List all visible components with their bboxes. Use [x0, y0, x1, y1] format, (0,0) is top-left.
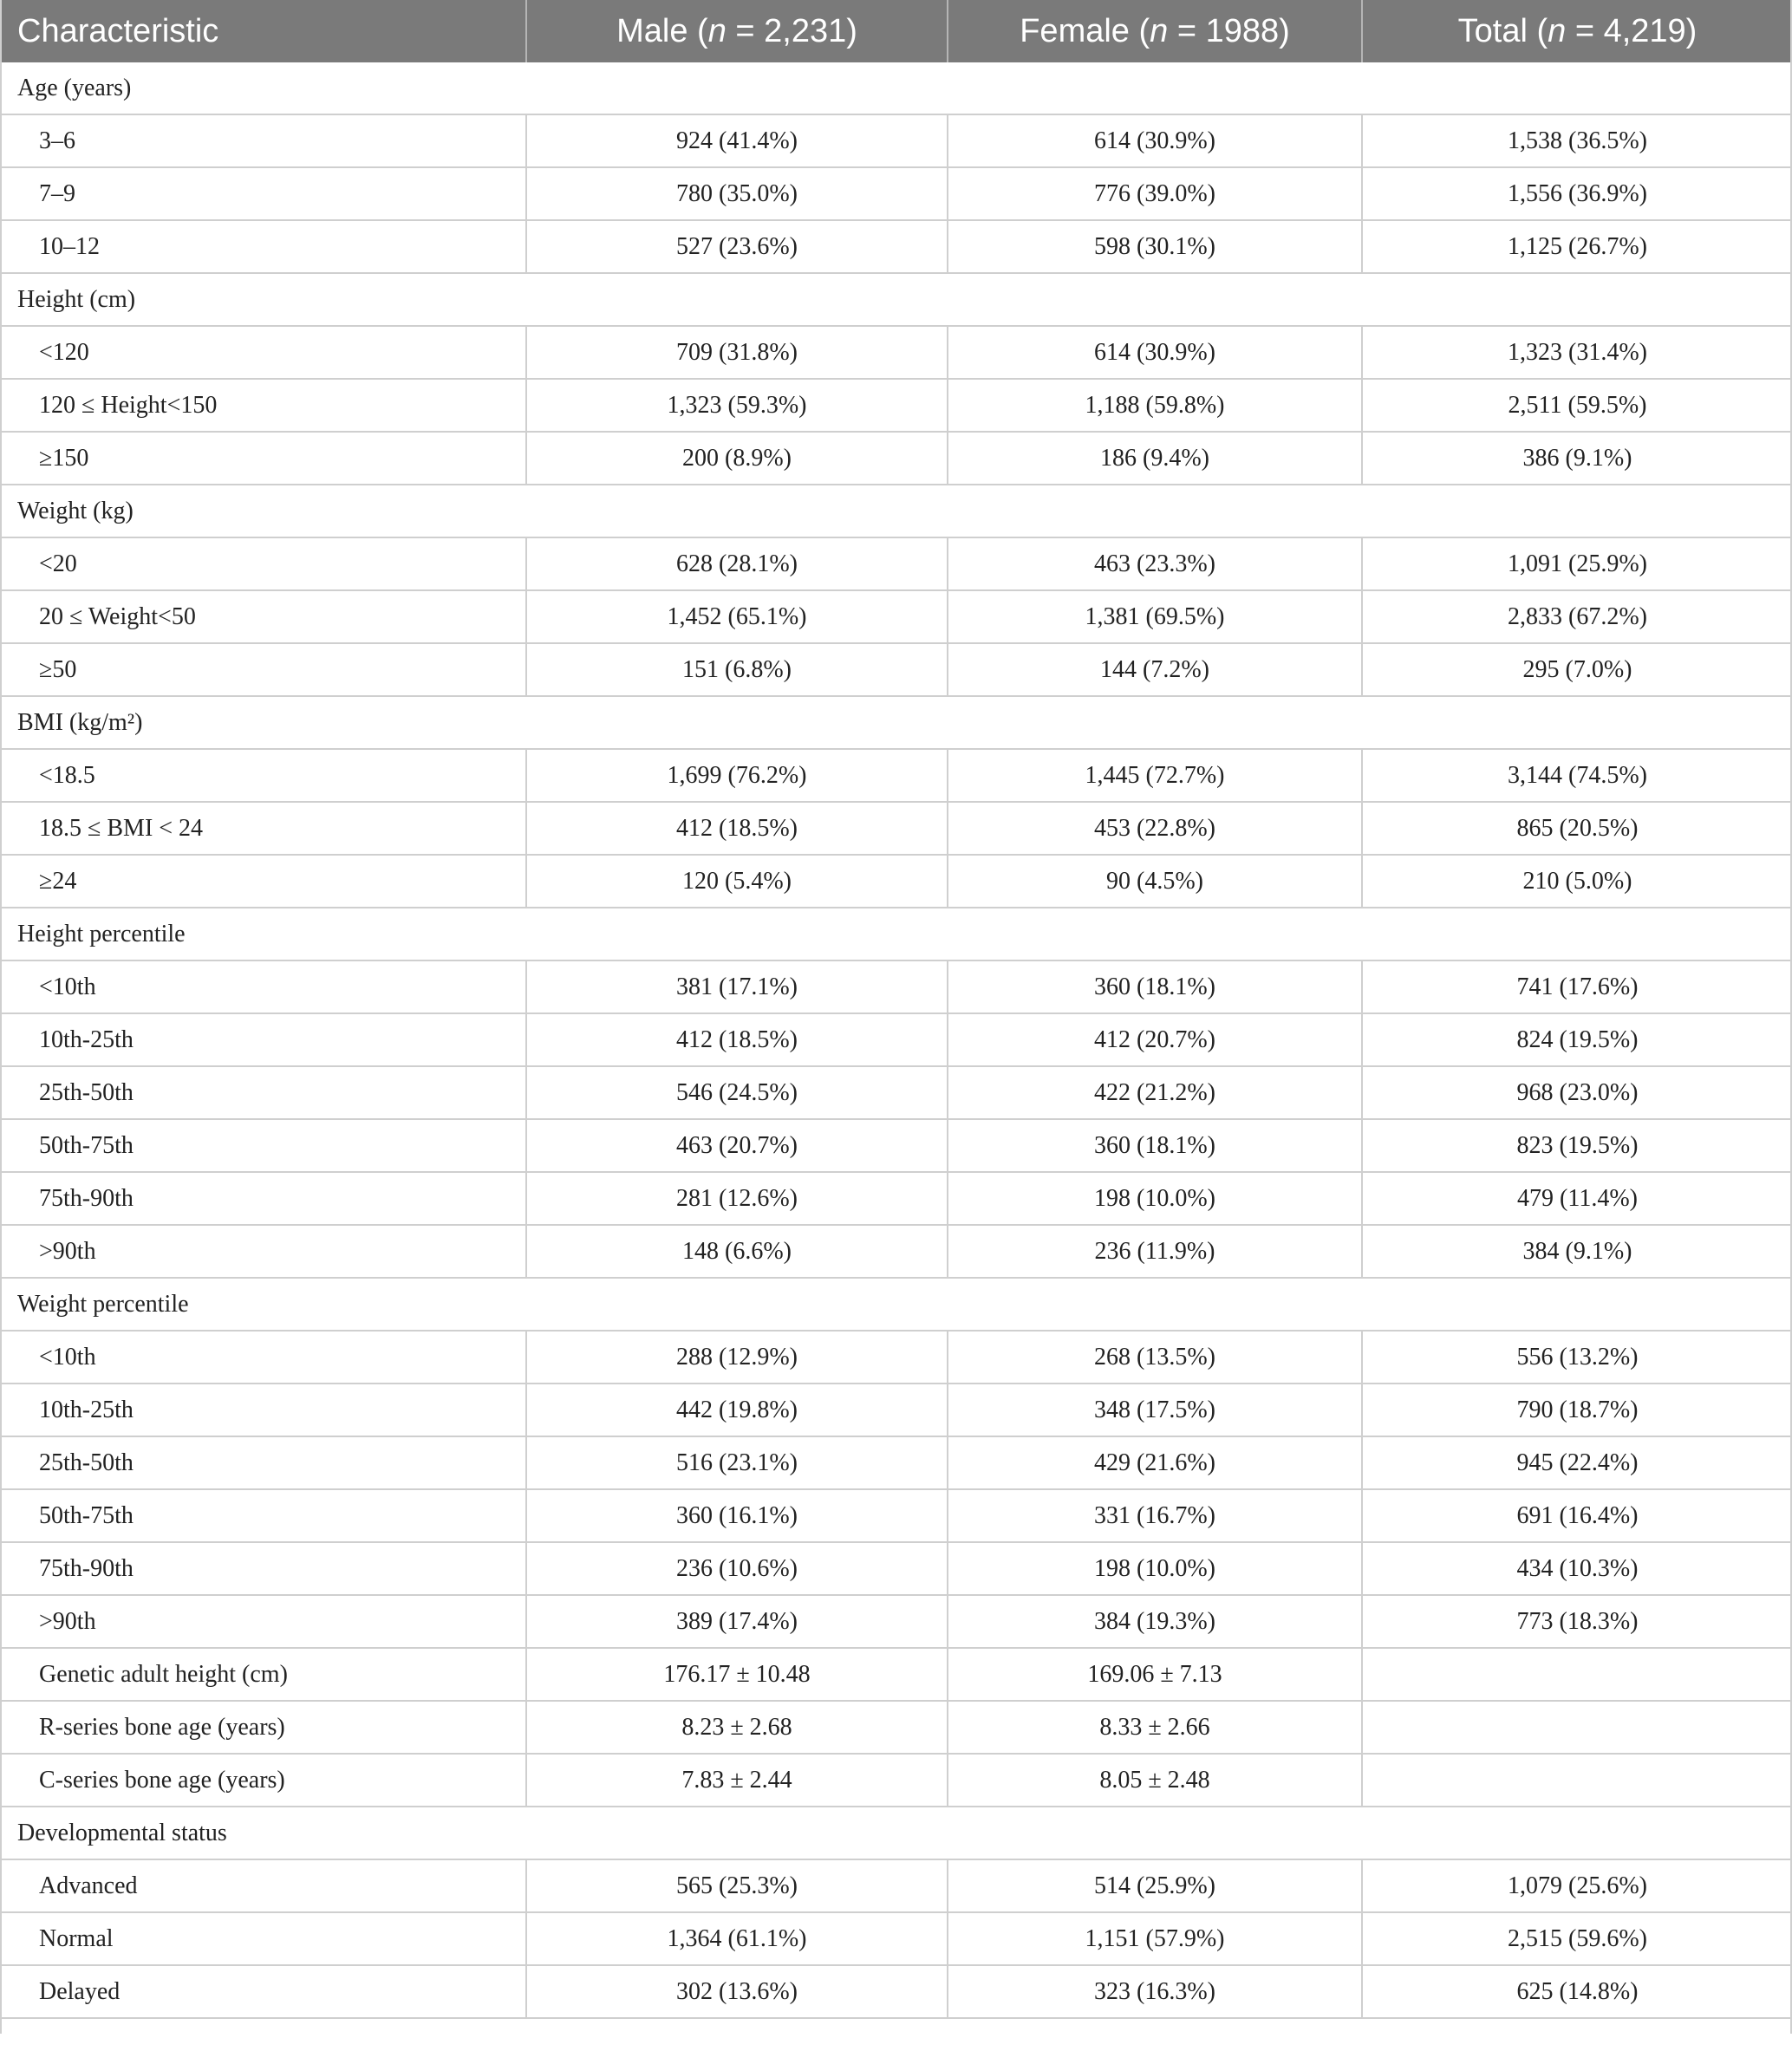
header-male	[526, 0, 948, 62]
row-label: 75th-90th	[0, 1542, 526, 1595]
group-label: Weight (kg)	[0, 485, 1792, 537]
row-label: <10th	[0, 960, 526, 1013]
header-total-post: = 4,219)	[1566, 12, 1698, 49]
male-value: 1,323 (59.3%)	[526, 379, 948, 432]
female-value: 1,445 (72.7%)	[948, 749, 1362, 802]
female-value: 598 (30.1%)	[948, 220, 1362, 273]
male-value: 120 (5.4%)	[526, 855, 948, 908]
female-value: 331 (16.7%)	[948, 1489, 1362, 1542]
group-row	[0, 1278, 1792, 1331]
male-value: 516 (23.1%)	[526, 1436, 948, 1489]
female-value: 429 (21.6%)	[948, 1436, 1362, 1489]
male-value: 288 (12.9%)	[526, 1331, 948, 1384]
row-label: 20 ≤ Weight<50	[0, 590, 526, 643]
total-value: 691 (16.4%)	[1362, 1489, 1792, 1542]
total-value: 865 (20.5%)	[1362, 802, 1792, 855]
row-label: 25th-50th	[0, 1436, 526, 1489]
total-value: 945 (22.4%)	[1362, 1436, 1792, 1489]
row-label: >90th	[0, 1225, 526, 1278]
header-female	[948, 0, 1362, 62]
total-value: 823 (19.5%)	[1362, 1119, 1792, 1172]
male-value: 236 (10.6%)	[526, 1542, 948, 1595]
male-value: 412 (18.5%)	[526, 802, 948, 855]
header-row	[0, 0, 1792, 62]
row-label: <18.5	[0, 749, 526, 802]
header-female-post: = 1988)	[1168, 12, 1290, 49]
total-value: 824 (19.5%)	[1362, 1013, 1792, 1066]
total-value: 556 (13.2%)	[1362, 1331, 1792, 1384]
table-row	[0, 1225, 1792, 1278]
female-value: 422 (21.2%)	[948, 1066, 1362, 1119]
header-total-pre: Total (	[1457, 12, 1548, 49]
female-value: 776 (39.0%)	[948, 167, 1362, 220]
male-value: 151 (6.8%)	[526, 643, 948, 696]
total-value: 625 (14.8%)	[1362, 1965, 1792, 2018]
table-row	[0, 432, 1792, 485]
group-row	[0, 1807, 1792, 1859]
total-value	[1362, 1648, 1792, 1701]
total-value: 384 (9.1%)	[1362, 1225, 1792, 1278]
male-value: 442 (19.8%)	[526, 1384, 948, 1436]
female-value: 1,188 (59.8%)	[948, 379, 1362, 432]
female-value: 323 (16.3%)	[948, 1965, 1362, 2018]
table-row	[0, 1489, 1792, 1542]
table-row	[0, 1859, 1792, 1912]
table-row	[0, 749, 1792, 802]
row-label: Delayed	[0, 1965, 526, 2018]
female-value: 348 (17.5%)	[948, 1384, 1362, 1436]
table-row	[0, 960, 1792, 1013]
group-row	[0, 273, 1792, 326]
table-body	[0, 62, 1792, 2018]
female-value: 169.06 ± 7.13	[948, 1648, 1362, 1701]
male-value: 780 (35.0%)	[526, 167, 948, 220]
row-label: ≥24	[0, 855, 526, 908]
female-value: 268 (13.5%)	[948, 1331, 1362, 1384]
male-value: 565 (25.3%)	[526, 1859, 948, 1912]
total-value: 210 (5.0%)	[1362, 855, 1792, 908]
male-value: 381 (17.1%)	[526, 960, 948, 1013]
group-label: BMI (kg/m²)	[0, 696, 1792, 749]
group-label: Height percentile	[0, 908, 1792, 960]
row-label: C-series bone age (years)	[0, 1754, 526, 1807]
row-label: ≥150	[0, 432, 526, 485]
total-value: 295 (7.0%)	[1362, 643, 1792, 696]
row-label: Genetic adult height (cm)	[0, 1648, 526, 1701]
female-value: 360 (18.1%)	[948, 1119, 1362, 1172]
female-value: 198 (10.0%)	[948, 1542, 1362, 1595]
table-row	[0, 1595, 1792, 1648]
male-value: 281 (12.6%)	[526, 1172, 948, 1225]
female-value: 463 (23.3%)	[948, 537, 1362, 590]
table-row	[0, 1912, 1792, 1965]
header-total-n: n	[1548, 12, 1567, 49]
total-value: 3,144 (74.5%)	[1362, 749, 1792, 802]
female-value: 453 (22.8%)	[948, 802, 1362, 855]
male-value: 8.23 ± 2.68	[526, 1701, 948, 1754]
row-label: Normal	[0, 1912, 526, 1965]
table-row	[0, 1013, 1792, 1066]
row-label: 3–6	[0, 114, 526, 167]
female-value: 8.33 ± 2.66	[948, 1701, 1362, 1754]
table-row	[0, 326, 1792, 379]
table-row	[0, 379, 1792, 432]
table-row	[0, 1754, 1792, 1807]
table-row	[0, 1542, 1792, 1595]
table-row	[0, 1436, 1792, 1489]
table-row	[0, 537, 1792, 590]
group-row	[0, 908, 1792, 960]
table-row	[0, 1648, 1792, 1701]
male-value: 1,699 (76.2%)	[526, 749, 948, 802]
table-row	[0, 1384, 1792, 1436]
table-row	[0, 167, 1792, 220]
female-value: 186 (9.4%)	[948, 432, 1362, 485]
total-value: 2,833 (67.2%)	[1362, 590, 1792, 643]
female-value: 614 (30.9%)	[948, 326, 1362, 379]
total-value: 1,556 (36.9%)	[1362, 167, 1792, 220]
row-label: 18.5 ≤ BMI < 24	[0, 802, 526, 855]
group-row	[0, 485, 1792, 537]
male-value: 628 (28.1%)	[526, 537, 948, 590]
table-row	[0, 1119, 1792, 1172]
male-value: 463 (20.7%)	[526, 1119, 948, 1172]
table-row	[0, 220, 1792, 273]
row-label: 50th-75th	[0, 1119, 526, 1172]
group-row	[0, 62, 1792, 114]
row-label: 7–9	[0, 167, 526, 220]
row-label: ≥50	[0, 643, 526, 696]
male-value: 200 (8.9%)	[526, 432, 948, 485]
total-value: 773 (18.3%)	[1362, 1595, 1792, 1648]
male-value: 7.83 ± 2.44	[526, 1754, 948, 1807]
row-label: R-series bone age (years)	[0, 1701, 526, 1754]
female-value: 1,151 (57.9%)	[948, 1912, 1362, 1965]
header-male-pre: Male (	[616, 12, 708, 49]
male-value: 1,452 (65.1%)	[526, 590, 948, 643]
female-value: 198 (10.0%)	[948, 1172, 1362, 1225]
total-value: 741 (17.6%)	[1362, 960, 1792, 1013]
male-value: 709 (31.8%)	[526, 326, 948, 379]
row-label: 120 ≤ Height<150	[0, 379, 526, 432]
female-value: 614 (30.9%)	[948, 114, 1362, 167]
total-value: 790 (18.7%)	[1362, 1384, 1792, 1436]
header-female-pre: Female (	[1020, 12, 1150, 49]
female-value: 144 (7.2%)	[948, 643, 1362, 696]
male-value: 412 (18.5%)	[526, 1013, 948, 1066]
total-value: 479 (11.4%)	[1362, 1172, 1792, 1225]
table-row	[0, 1172, 1792, 1225]
table-row	[0, 643, 1792, 696]
total-value: 2,515 (59.6%)	[1362, 1912, 1792, 1965]
female-value: 90 (4.5%)	[948, 855, 1362, 908]
row-label: 75th-90th	[0, 1172, 526, 1225]
header-male-post: = 2,231)	[726, 12, 857, 49]
table-row	[0, 802, 1792, 855]
row-label: Advanced	[0, 1859, 526, 1912]
male-value: 302 (13.6%)	[526, 1965, 948, 2018]
row-label: 10–12	[0, 220, 526, 273]
male-value: 1,364 (61.1%)	[526, 1912, 948, 1965]
header-male-n: n	[707, 12, 727, 49]
female-value: 236 (11.9%)	[948, 1225, 1362, 1278]
total-value: 386 (9.1%)	[1362, 432, 1792, 485]
total-value: 434 (10.3%)	[1362, 1542, 1792, 1595]
total-value	[1362, 1754, 1792, 1807]
row-label: <120	[0, 326, 526, 379]
group-label: Developmental status	[0, 1807, 1792, 1859]
table-row	[0, 1701, 1792, 1754]
row-label: 10th-25th	[0, 1013, 526, 1066]
group-label: Weight percentile	[0, 1278, 1792, 1331]
total-value: 1,323 (31.4%)	[1362, 326, 1792, 379]
male-value: 527 (23.6%)	[526, 220, 948, 273]
row-label: <20	[0, 537, 526, 590]
female-value: 384 (19.3%)	[948, 1595, 1362, 1648]
male-value: 148 (6.6%)	[526, 1225, 948, 1278]
female-value: 514 (25.9%)	[948, 1859, 1362, 1912]
total-value	[1362, 1701, 1792, 1754]
row-label: >90th	[0, 1595, 526, 1648]
total-value: 1,079 (25.6%)	[1362, 1859, 1792, 1912]
table-row	[0, 114, 1792, 167]
male-value: 360 (16.1%)	[526, 1489, 948, 1542]
table-row	[0, 1965, 1792, 2018]
female-value: 1,381 (69.5%)	[948, 590, 1362, 643]
table-row	[0, 590, 1792, 643]
female-value: 412 (20.7%)	[948, 1013, 1362, 1066]
row-label: 50th-75th	[0, 1489, 526, 1542]
female-value: 360 (18.1%)	[948, 960, 1362, 1013]
table-row	[0, 855, 1792, 908]
group-label: Height (cm)	[0, 273, 1792, 326]
table-row	[0, 1066, 1792, 1119]
total-value: 1,538 (36.5%)	[1362, 114, 1792, 167]
total-value: 2,511 (59.5%)	[1362, 379, 1792, 432]
group-label: Age (years)	[0, 62, 1792, 114]
row-label: <10th	[0, 1331, 526, 1384]
total-value: 968 (23.0%)	[1362, 1066, 1792, 1119]
row-label: 25th-50th	[0, 1066, 526, 1119]
male-value: 924 (41.4%)	[526, 114, 948, 167]
total-value: 1,125 (26.7%)	[1362, 220, 1792, 273]
male-value: 176.17 ± 10.48	[526, 1648, 948, 1701]
total-value: 1,091 (25.9%)	[1362, 537, 1792, 590]
group-row	[0, 696, 1792, 749]
male-value: 546 (24.5%)	[526, 1066, 948, 1119]
header-characteristic: Characteristic	[0, 0, 526, 62]
row-label: 10th-25th	[0, 1384, 526, 1436]
table-row	[0, 1331, 1792, 1384]
header-total	[1362, 0, 1792, 62]
header-female-n: n	[1150, 12, 1169, 49]
female-value: 8.05 ± 2.48	[948, 1754, 1362, 1807]
male-value: 389 (17.4%)	[526, 1595, 948, 1648]
